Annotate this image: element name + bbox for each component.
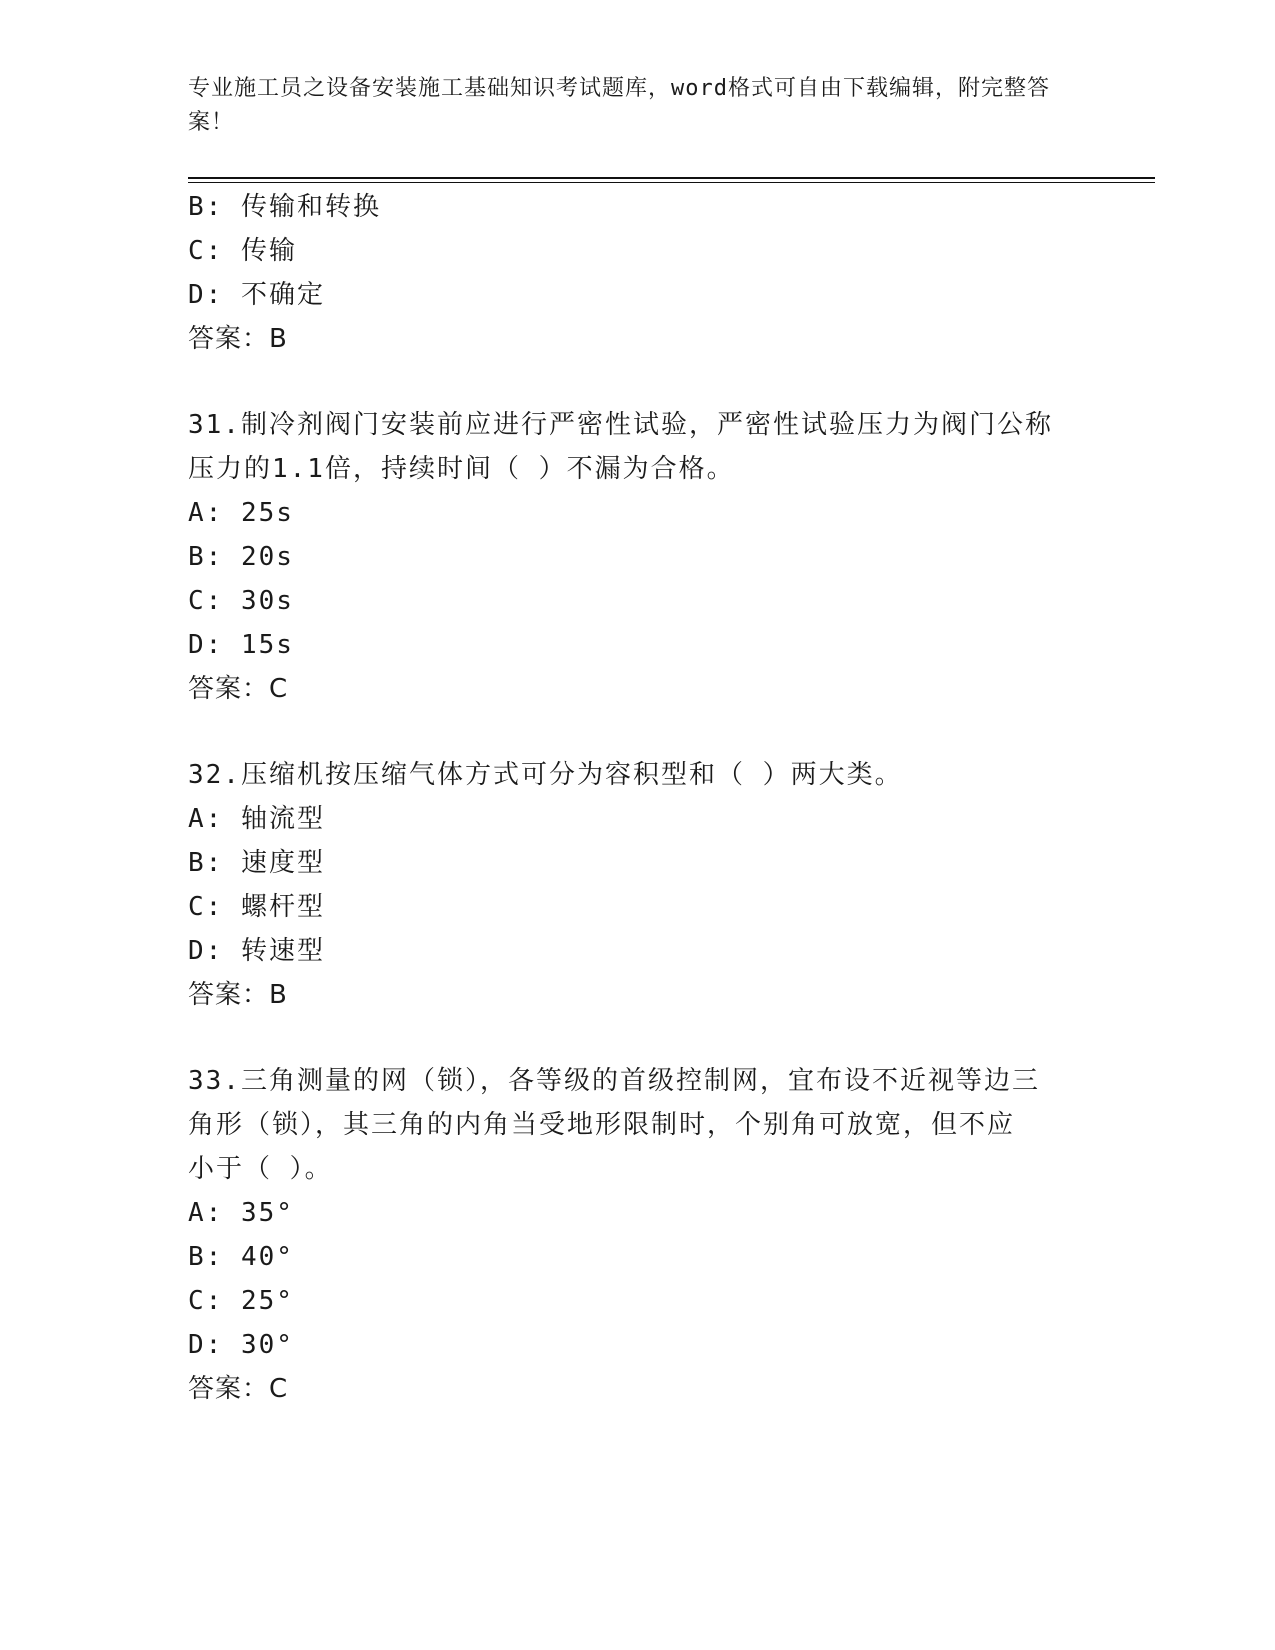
question-stem: 角形（锁），其三角的内角当受地形限制时，个别角可放宽，但不应	[188, 1110, 1016, 1140]
question-stem: 32.压缩机按压缩气体方式可分为容积型和（ ）两大类。	[188, 760, 903, 790]
answer-line: 答案：B	[188, 324, 288, 354]
question-stem: 31.制冷剂阀门安装前应进行严密性试验，严密性试验压力为阀门公称	[188, 410, 1053, 440]
option-a: A: 25s	[188, 498, 294, 528]
option-d: D: 转速型	[188, 936, 325, 966]
answer-line: 答案：B	[188, 980, 288, 1010]
question-stem: 压力的1.1倍，持续时间（ ）不漏为合格。	[188, 454, 735, 484]
answer-line: 答案：C	[188, 674, 289, 704]
option-c: C: 25°	[188, 1286, 294, 1316]
page-header: 专业施工员之设备安装施工基础知识考试题库，word格式可自由下载编辑，附完整答案！	[188, 76, 1050, 135]
option-c: C: 传输	[188, 236, 297, 266]
option-d: D: 15s	[188, 630, 294, 660]
question-stem: 33.三角测量的网（锁），各等级的首级控制网，宜布设不近视等边三	[188, 1066, 1040, 1096]
header-divider-thick	[188, 177, 1155, 179]
option-b: B: 20s	[188, 542, 294, 572]
question-stem: 小于（ ）。	[188, 1154, 333, 1184]
option-a: A: 轴流型	[188, 804, 325, 834]
option-d: D: 不确定	[188, 280, 325, 310]
option-c: C: 螺杆型	[188, 892, 325, 922]
option-b: B: 速度型	[188, 848, 325, 878]
option-a: A: 35°	[188, 1198, 294, 1228]
option-d: D: 30°	[188, 1330, 294, 1360]
answer-line: 答案：C	[188, 1374, 289, 1404]
header-divider-thin	[188, 182, 1155, 183]
option-c: C: 30s	[188, 586, 294, 616]
option-b: B: 40°	[188, 1242, 294, 1272]
option-b: B: 传输和转换	[188, 192, 381, 222]
